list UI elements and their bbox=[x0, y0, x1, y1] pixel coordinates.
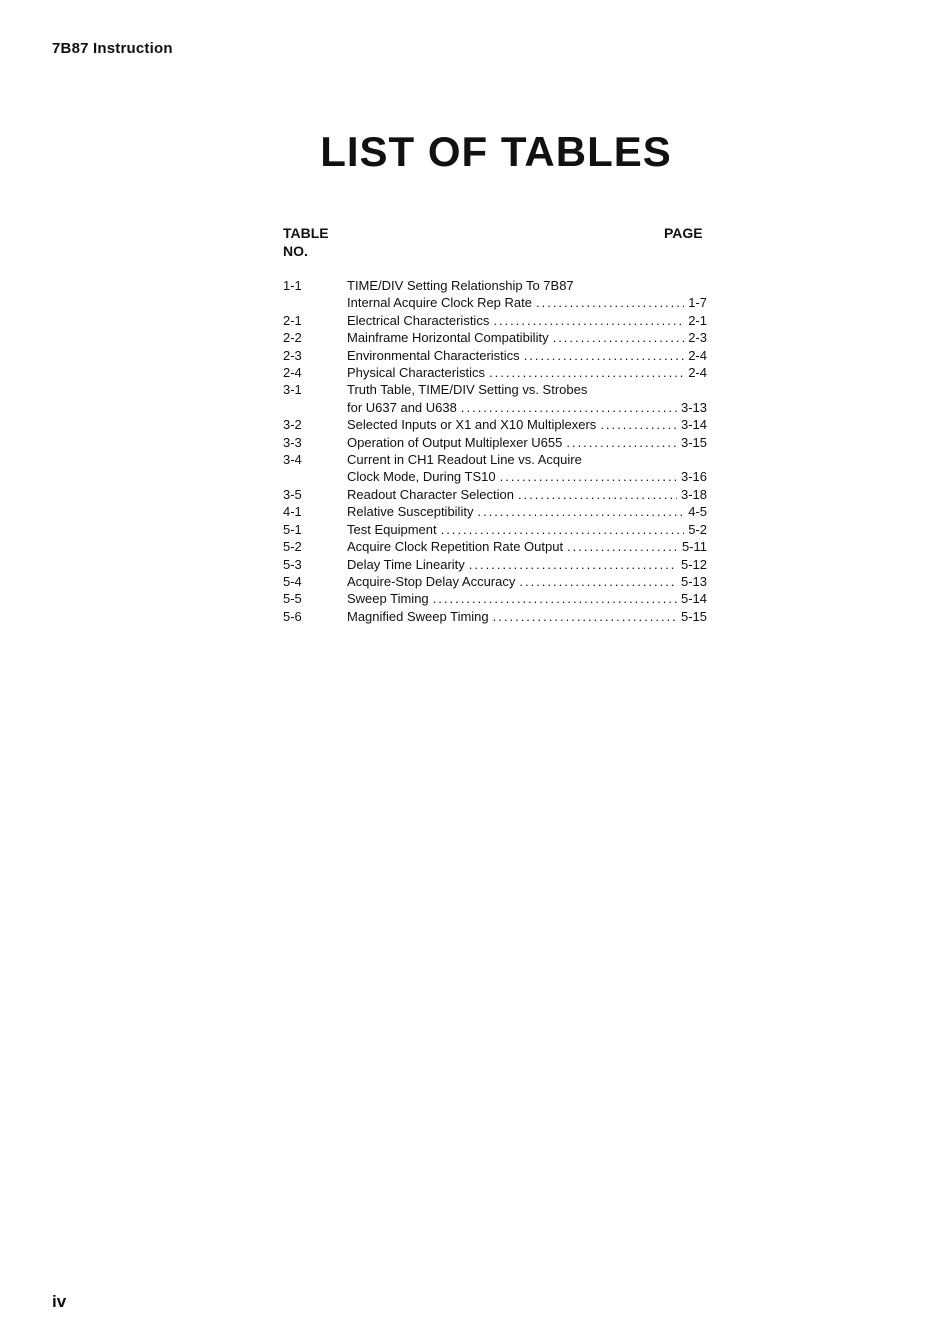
table-entry-text bbox=[347, 347, 707, 364]
table-entry-text bbox=[347, 556, 707, 573]
table-entry-page: 3-15 bbox=[680, 434, 707, 450]
table-entry-line bbox=[347, 312, 707, 329]
table-entry bbox=[283, 503, 707, 520]
table-entry-text bbox=[347, 277, 707, 312]
table-entry bbox=[283, 556, 707, 573]
table-entry-line bbox=[347, 329, 707, 346]
table-entry-title: Test Equipment bbox=[347, 521, 437, 537]
table-entry-line bbox=[347, 416, 707, 433]
table-entry-title: Truth Table, TIME/DIV Setting vs. Strobes bbox=[347, 382, 588, 398]
dot-leader bbox=[489, 364, 684, 381]
table-entry bbox=[283, 416, 707, 433]
table-entry bbox=[283, 312, 707, 329]
table-entry-line bbox=[347, 538, 707, 555]
table-entry-number: 2-1 bbox=[283, 312, 302, 328]
dot-leader bbox=[500, 468, 677, 485]
table-entry-page: 2-4 bbox=[688, 347, 707, 363]
table-entry-title: Sweep Timing bbox=[347, 591, 429, 607]
table-entry-text bbox=[347, 590, 707, 607]
table-entry bbox=[283, 451, 707, 486]
table-entry-title: Delay Time Linearity bbox=[347, 556, 465, 572]
table-number-column-heading bbox=[283, 224, 329, 260]
table-entry-title: Physical Characteristics bbox=[347, 365, 485, 381]
table-entry-title: Environmental Characteristics bbox=[347, 347, 520, 363]
table-entry-page: 5-13 bbox=[680, 573, 707, 589]
table-entry-line bbox=[347, 381, 707, 398]
table-entry-number: 5-4 bbox=[283, 573, 302, 589]
table-entry-page: 5-11 bbox=[681, 539, 707, 555]
table-entry-text bbox=[347, 608, 707, 625]
table-entry bbox=[283, 573, 707, 590]
table-entry-page: 5-12 bbox=[680, 556, 707, 572]
table-entry-line bbox=[347, 573, 707, 590]
table-entry-text bbox=[347, 381, 707, 416]
table-entry bbox=[283, 381, 707, 416]
table-entry bbox=[283, 329, 707, 346]
table-entry-number: 5-5 bbox=[283, 591, 302, 607]
table-entry bbox=[283, 364, 707, 381]
table-entry-line bbox=[347, 399, 707, 416]
dot-leader bbox=[477, 503, 684, 520]
table-entry-title: TIME/DIV Setting Relationship To 7B87 bbox=[347, 278, 574, 293]
table-entry-number: 2-3 bbox=[283, 347, 302, 363]
table-entry-page: 2-4 bbox=[688, 365, 707, 381]
table-entry-text bbox=[347, 521, 707, 538]
table-entry bbox=[283, 521, 707, 538]
table-entry-line bbox=[347, 364, 707, 381]
table-entry-page: 5-2 bbox=[688, 521, 707, 537]
table-entry-title: Selected Inputs or X1 and X10 Multiplexers bbox=[347, 417, 597, 433]
table-entry-page: 4-5 bbox=[688, 504, 707, 520]
dot-leader bbox=[493, 608, 677, 625]
table-entry-page: 5-15 bbox=[680, 608, 707, 624]
running-header: 7B87 Instruction bbox=[52, 40, 173, 57]
table-entry bbox=[283, 486, 707, 503]
table-entry bbox=[283, 538, 707, 555]
table-entry-page: 3-14 bbox=[680, 417, 707, 433]
table-entry-text bbox=[347, 434, 707, 451]
table-entry-number: 5-1 bbox=[283, 521, 302, 537]
page-column-heading: PAGE bbox=[664, 225, 703, 241]
dot-leader bbox=[600, 416, 677, 433]
table-entry-title: Acquire Clock Repetition Rate Output bbox=[347, 539, 564, 555]
table-entry-line bbox=[347, 521, 707, 538]
table-entry-title: Internal Acquire Clock Rep Rate bbox=[347, 295, 532, 311]
table-entry-number: 3-2 bbox=[283, 417, 302, 433]
list-of-tables bbox=[283, 277, 707, 625]
table-entry bbox=[283, 434, 707, 451]
table-entry-number: 3-5 bbox=[283, 486, 302, 502]
table-entry-line bbox=[347, 556, 707, 573]
dot-leader bbox=[553, 329, 685, 346]
dot-leader bbox=[566, 434, 677, 451]
table-number-heading-line-2: NO. bbox=[283, 243, 308, 259]
table-number-heading-line-1: TABLE bbox=[283, 225, 329, 241]
table-entry-text bbox=[347, 451, 707, 486]
table-entry-number: 4-1 bbox=[283, 504, 302, 520]
dot-leader bbox=[567, 538, 678, 555]
table-entry-page: 5-14 bbox=[680, 591, 707, 607]
table-entry-number: 3-3 bbox=[283, 434, 302, 450]
table-entry-number: 5-6 bbox=[283, 608, 302, 624]
table-entry-line bbox=[347, 434, 707, 451]
table-entry-number: 5-2 bbox=[283, 539, 302, 555]
table-entry-text bbox=[347, 312, 707, 329]
table-entry-number: 2-4 bbox=[283, 365, 302, 381]
table-entry-title: Mainframe Horizontal Compatibility bbox=[347, 330, 549, 346]
table-entry-page: 3-16 bbox=[680, 469, 707, 485]
table-entry-number: 3-4 bbox=[283, 452, 302, 468]
dot-leader bbox=[518, 486, 677, 503]
dot-leader bbox=[433, 590, 677, 607]
table-entry-line bbox=[347, 277, 707, 294]
table-entry-page: 2-1 bbox=[688, 312, 707, 328]
table-entry-line bbox=[347, 608, 707, 625]
dot-leader bbox=[469, 556, 677, 573]
table-entry-text bbox=[347, 573, 707, 590]
table-entry-text bbox=[347, 364, 707, 381]
page-number: iv bbox=[52, 1292, 67, 1311]
table-entry-title: Clock Mode, During TS10 bbox=[347, 469, 496, 485]
table-entry-line bbox=[347, 468, 707, 485]
table-entry bbox=[283, 590, 707, 607]
dot-leader bbox=[461, 399, 677, 416]
table-entry-title: Relative Susceptibility bbox=[347, 504, 474, 520]
table-entry-title: Acquire-Stop Delay Accuracy bbox=[347, 573, 516, 589]
table-entry-title: Current in CH1 Readout Line vs. Acquire bbox=[347, 452, 582, 468]
dot-leader bbox=[441, 521, 685, 538]
table-entry-title: Magnified Sweep Timing bbox=[347, 608, 489, 624]
table-entry-line bbox=[347, 347, 707, 364]
table-entry-line bbox=[347, 503, 707, 520]
dot-leader bbox=[493, 312, 684, 329]
table-entry-line bbox=[347, 590, 707, 607]
table-entry-number: 2-2 bbox=[283, 330, 302, 346]
table-entry-page: 1-7 bbox=[688, 295, 707, 311]
table-entry-number: 3-1 bbox=[283, 382, 302, 398]
table-entry-line bbox=[347, 451, 707, 468]
table-entry-text bbox=[347, 486, 707, 503]
table-entry-text bbox=[347, 538, 707, 555]
table-entry-page: 3-18 bbox=[680, 486, 707, 502]
dot-leader bbox=[524, 347, 685, 364]
table-entry-text bbox=[347, 503, 707, 520]
table-entry-title: for U637 and U638 bbox=[347, 399, 457, 415]
page-title: LIST OF TABLES bbox=[320, 128, 672, 175]
table-entry-line bbox=[347, 294, 707, 311]
table-entry-number: 5-3 bbox=[283, 556, 302, 572]
table-entry-text bbox=[347, 329, 707, 346]
table-entry-title: Electrical Characteristics bbox=[347, 312, 490, 328]
table-entry-number: 1-1 bbox=[283, 278, 302, 293]
table-entry-title: Operation of Output Multiplexer U655 bbox=[347, 434, 563, 450]
table-entry-title: Readout Character Selection bbox=[347, 486, 514, 502]
dot-leader bbox=[519, 573, 677, 590]
table-entry bbox=[283, 347, 707, 364]
table-entry bbox=[283, 277, 707, 312]
dot-leader bbox=[536, 294, 684, 311]
table-entry-line bbox=[347, 486, 707, 503]
table-entry bbox=[283, 608, 707, 625]
table-entry-page: 2-3 bbox=[688, 330, 707, 346]
table-entry-page: 3-13 bbox=[680, 399, 707, 415]
table-entry-text bbox=[347, 416, 707, 433]
